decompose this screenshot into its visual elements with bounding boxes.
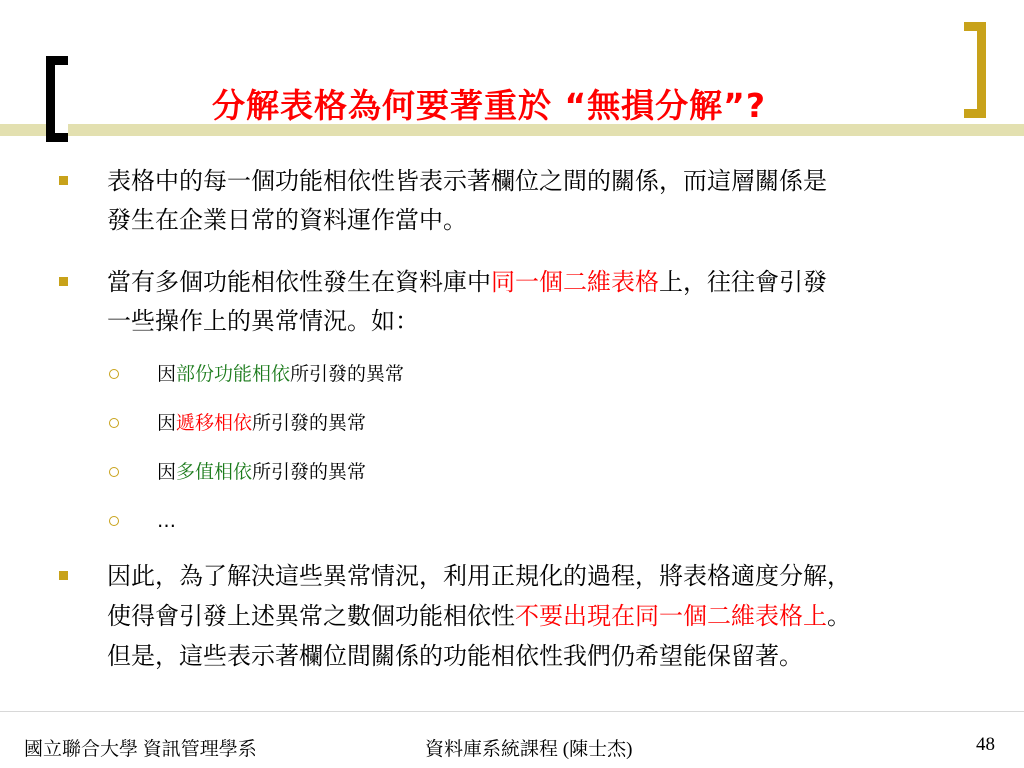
bullet-3-line-3: 但是，這些表示著欄位間關係的功能相依性我們仍希望能保留著。 — [107, 642, 803, 670]
sub-item-2-post: 所引發的異常 — [252, 412, 367, 434]
sub-item-4: … — [157, 510, 176, 532]
square-bullet-icon — [59, 571, 68, 580]
page-number: 48 — [976, 734, 995, 755]
right-bracket-decoration — [964, 22, 986, 118]
circle-bullet-icon — [109, 418, 119, 428]
bullet-3-text-post: 。 — [827, 602, 851, 630]
sub-item-1 — [157, 360, 404, 388]
bullet-1-line-1: 表格中的每一個功能相依性皆表示著欄位之間的關係，而這層關係是 — [107, 167, 827, 195]
bullet-1-line-2: 發生在企業日常的資料運作當中。 — [107, 206, 467, 234]
bullet-3-highlight: 不要出現在同一個二維表格上 — [515, 602, 827, 630]
footer-course: 資料庫系統課程 (陳士杰) — [425, 739, 633, 760]
circle-bullet-icon — [109, 369, 119, 379]
bullet-2-line-1 — [107, 263, 827, 301]
left-bracket-decoration — [46, 56, 68, 142]
circle-bullet-icon — [109, 467, 119, 477]
sub-item-2 — [157, 409, 366, 437]
sub-item-2-pre: 因 — [157, 412, 177, 434]
bullet-2-line-2: 一些操作上的異常情況。如： — [107, 307, 419, 335]
sub-item-2-highlight: 遞移相依 — [176, 412, 253, 434]
bullet-3-line-1: 因此，為了解決這些異常情況，利用正規化的過程，將表格適度分解， — [107, 562, 851, 590]
square-bullet-icon — [59, 176, 68, 185]
sub-item-1-highlight: 部份功能相依 — [176, 363, 291, 385]
bullet-2-highlight: 同一個二維表格 — [491, 268, 659, 296]
bullet-3-line-2 — [107, 597, 851, 635]
sub-item-3-pre: 因 — [157, 461, 177, 483]
slide-title: 分解表格為何要著重於 “無損分解”? — [212, 86, 767, 125]
sub-item-3-post: 所引發的異常 — [252, 461, 367, 483]
sub-item-1-post: 所引發的異常 — [290, 363, 405, 385]
bullet-3-text-pre: 使得會引發上述異常之數個功能相依性 — [107, 602, 515, 630]
bullet-2-text-post: 上，往往會引發 — [659, 268, 827, 296]
bullet-2-text-pre: 當有多個功能相依性發生在資料庫中 — [107, 268, 491, 296]
sub-item-1-pre: 因 — [157, 363, 177, 385]
sub-item-3-highlight: 多值相依 — [176, 461, 253, 483]
sub-item-3 — [157, 458, 366, 486]
square-bullet-icon — [59, 277, 68, 286]
footer-department: 國立聯合大學 資訊管理學系 — [24, 739, 257, 760]
circle-bullet-icon — [109, 516, 119, 526]
footer-divider — [0, 711, 1024, 712]
